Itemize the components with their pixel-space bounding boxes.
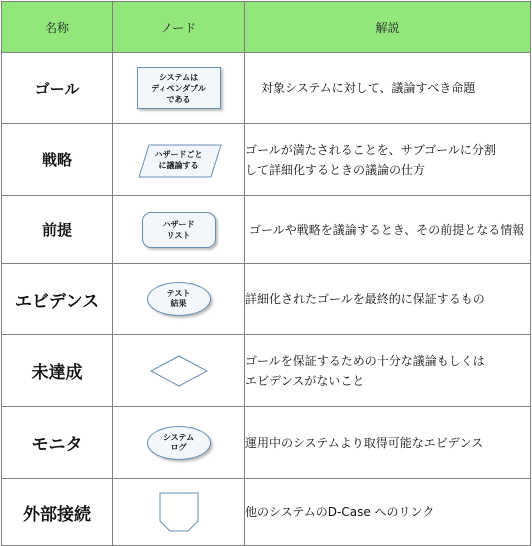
desc-context-line-1: ゴールや戦略を議論するとき、その前提となる情報 [249,222,525,237]
row-desc-evidence [245,264,531,335]
header-node: ノード [113,2,245,53]
header-row [2,2,531,53]
node-cell-goal [113,53,245,124]
context-node-shape [142,212,216,248]
row-name-external: 外部接続 [2,479,113,546]
desc-external-line-1: 他のシステムのD-Case へのリンク [245,505,435,519]
header-name: 名称 [2,2,113,53]
row-desc-undeveloped [245,335,531,407]
context-node-label-1: ハザード [162,219,195,229]
strategy-node-shape [137,142,221,178]
row-desc-strategy [245,124,531,196]
row-name-goal: ゴール [2,53,113,124]
table-row-monitor [2,407,531,479]
row-name-strategy: 戦略 [2,124,113,196]
evidence-node-shape [147,282,211,316]
monitor-node-label-2: ログ [170,442,187,452]
desc-goal-line-1: 対象システムに対して、議論すべき命題 [261,81,476,95]
desc-strategy-line-1: ゴールが満たされることを、サブゴールに分割 [245,142,496,157]
undeveloped-diamond-shape [149,354,209,388]
evidence-node-label-2: 結果 [170,299,187,308]
table-row-goal [2,53,531,124]
row-name-monitor: モニタ [2,407,113,479]
row-desc-context [245,196,531,264]
table-row-external [2,479,531,546]
strategy-node-label-1: ハザードごと [154,149,203,159]
evidence-node-label-1: テスト [166,289,191,298]
external-pentagon-shape [158,491,200,533]
row-name-context: 前提 [2,196,113,264]
strategy-node-label-2: に議論する [158,160,199,170]
table-row-context [2,196,531,264]
table-row-strategy [2,124,531,196]
row-desc-goal [245,53,531,124]
desc-strategy-line-2: して詳細化するときの議論の仕方 [245,162,426,177]
row-desc-monitor [245,407,531,479]
monitor-node-label-1: システム [162,432,195,442]
monitor-node-shape [147,426,211,460]
table-row-evidence [2,264,531,335]
context-node-label-2: リスト [166,230,191,240]
desc-monitor-line-1: 運用中のシステムより取得可能なエビデンス [245,435,484,450]
goal-node-shape [137,67,221,109]
row-name-undeveloped: 未達成 [2,335,113,407]
node-cell-undeveloped [113,335,245,407]
table-row-undeveloped [2,335,531,407]
node-cell-strategy [113,124,245,196]
goal-node-label-3: である [166,94,191,104]
node-cell-external [113,479,245,546]
goal-node-label-1: システムは [158,72,199,82]
desc-undeveloped-line-1: ゴールを保証するための十分な議論もしくは [245,353,485,368]
header-description: 解説 [245,2,531,53]
desc-evidence-line-1: 詳細化されたゴールを最終的に保証するもの [245,292,485,306]
node-cell-context [113,196,245,264]
row-name-evidence: エビデンス [2,264,113,335]
desc-undeveloped-line-2: エビデンスがないこと [245,373,365,388]
node-cell-monitor [113,407,245,479]
node-cell-evidence [113,264,245,335]
goal-node-label-2: ディペンダブル [151,83,206,93]
row-desc-external [245,479,531,546]
dcase-notation-table [1,1,531,546]
